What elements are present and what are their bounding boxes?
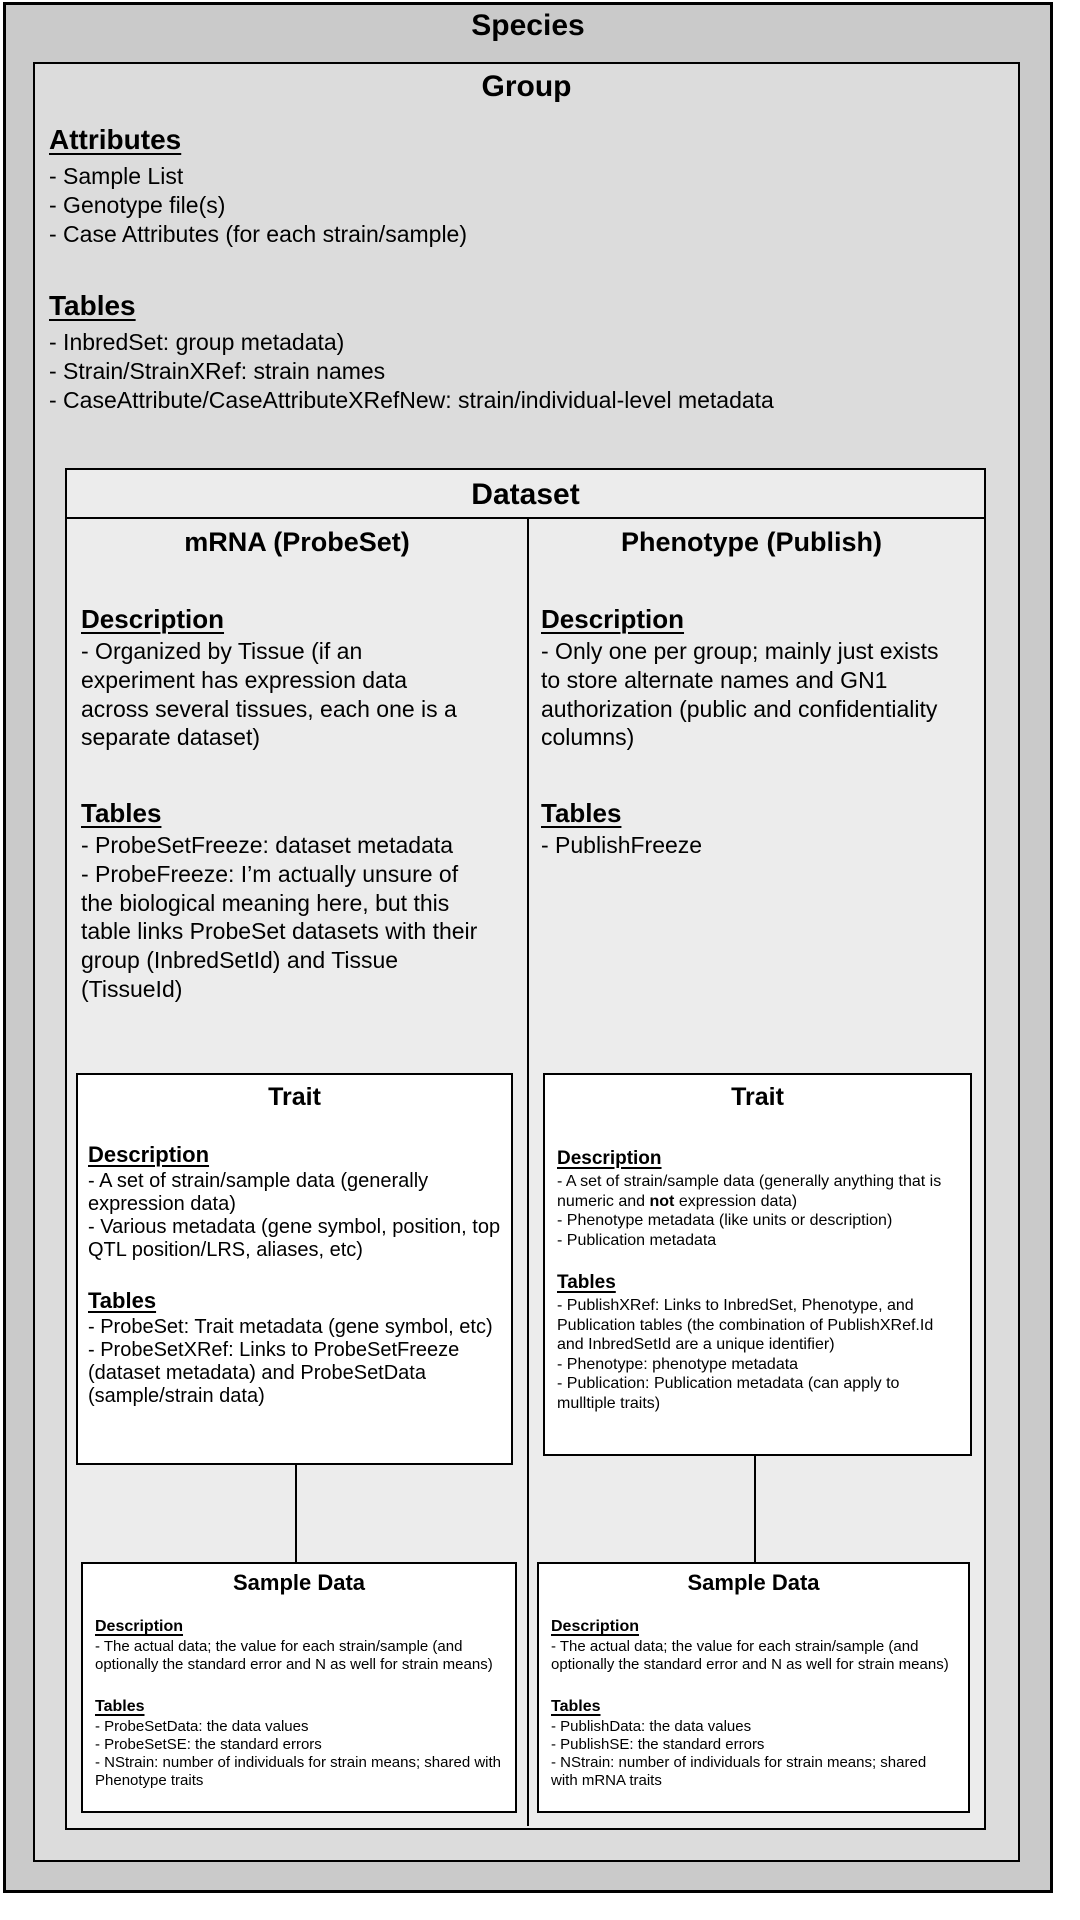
phenotype-trait-description-heading: Description (557, 1148, 662, 1169)
group-attributes-list (49, 162, 1004, 248)
group-tables-section (35, 290, 1018, 414)
text-line: - A set of strain/sample data (generally anything that is numeric and not expression data) (557, 1173, 942, 1210)
text-line: - ProbeSetFreeze: dataset metadata (81, 832, 454, 858)
text-line: - InbredSet: group metadata) (49, 329, 345, 356)
text-line: - Only one per group; mainly just exists to store alternate names and GN1 authorization (public and confidentiality columns) (541, 638, 939, 751)
phenotype-trait-tables-heading: Tables (557, 1272, 616, 1293)
text-line: - PublishData: the data values (551, 1718, 752, 1735)
mrna-tables-list (81, 831, 481, 1004)
group-tables-list (49, 328, 1004, 414)
text-line: - Publication: Publication metadata (can apply to mulltiple traits) (557, 1375, 900, 1412)
mrna-sample-data-title: Sample Data (232, 1570, 366, 1595)
text-line: - Sample List (49, 163, 184, 189)
text-line: - CaseAttribute/CaseAttributeXRefNew: strain/individual-level metadata (49, 386, 774, 413)
phenotype-trait-title: Trait (731, 1083, 784, 1111)
text-line: - ProbeSet: Trait metadata (gene symbol, etc) (88, 1316, 493, 1338)
text-line: - ProbeSetXRef: Links to ProbeSetFreeze (dataset metadata) and ProbeSetData (sample/strain data) (88, 1339, 460, 1407)
text-line: - The actual data; the value for each strain/sample (and optionally the standard error and N as well for strain means) (551, 1638, 949, 1673)
trait-box-phenotype (543, 1073, 972, 1456)
mrna-sample-tables-heading: Tables (95, 1698, 145, 1715)
phenotype-sample-description-list (539, 1638, 968, 1674)
sample-data-box-mrna (81, 1562, 517, 1813)
text-line: - Publication metadata (557, 1231, 717, 1249)
group-attributes-section (35, 124, 1018, 248)
dataset-box (65, 468, 986, 1830)
phenotype-column-header: Phenotype (Publish) (620, 527, 882, 557)
mrna-description-heading: Description (81, 604, 225, 634)
phenotype-sample-description-heading: Description (551, 1618, 640, 1635)
phenotype-description-heading: Description (541, 604, 685, 634)
text-line: - The actual data; the value for each strain/sample (and optionally the standard error and N as well for strain means) (95, 1638, 493, 1673)
mrna-tables-heading: Tables (81, 798, 162, 828)
mrna-sample-description-heading: Description (95, 1618, 184, 1635)
dataset-title: Dataset (67, 470, 984, 519)
text-line: - Phenotype metadata (like units or description) (557, 1212, 893, 1229)
text-line: - Genotype file(s) (49, 191, 226, 218)
group-tables-heading: Tables (49, 290, 136, 322)
phenotype-trait-sample-connector-line (754, 1456, 756, 1562)
mrna-trait-title: Trait (268, 1083, 321, 1111)
group-box (33, 62, 1020, 1862)
text-line: - Organized by Tissue (if an experiment has expression data across several tissues, each one is a separate dataset) (81, 638, 457, 751)
mrna-column-header: mRNA (ProbeSet) (184, 527, 410, 557)
phenotype-trait-tables-list (545, 1296, 970, 1413)
mrna-trait-tables-heading: Tables (88, 1288, 157, 1313)
sample-data-box-phenotype (537, 1562, 970, 1813)
group-title: Group (481, 70, 572, 103)
phenotype-trait-description-list (545, 1172, 970, 1250)
mrna-sample-description-list (83, 1638, 515, 1674)
mrna-trait-sample-connector-line (295, 1465, 297, 1562)
trait-box-mrna (76, 1073, 513, 1465)
phenotype-tables-heading: Tables (541, 798, 622, 828)
text-line: - Case Attributes (for each strain/sample) (49, 220, 467, 247)
text-line: - PublishSE: the standard errors (551, 1736, 765, 1753)
mrna-trait-description-heading: Description (88, 1142, 210, 1167)
text-line: - PublishFreeze (541, 832, 703, 858)
mrna-trait-tables-list (78, 1316, 511, 1408)
mrna-trait-description-list (78, 1170, 511, 1262)
phenotype-tables-list (541, 831, 962, 860)
text-line: - Various metadata (gene symbol, position, top QTL position/LRS, aliases, etc) (88, 1216, 501, 1261)
group-attributes-heading: Attributes (49, 124, 182, 155)
phenotype-description-list (541, 637, 962, 752)
text-line: - Phenotype: phenotype metadata (557, 1355, 799, 1373)
phenotype-sample-tables-list (539, 1718, 968, 1790)
text-line: - Strain/StrainXRef: strain names (49, 358, 386, 384)
text-line: - PublishXRef: Links to InbredSet, Phenotype, and Publication tables (the combination of PublishXRef.Id and InbredSetId are a unique identifier) (557, 1297, 934, 1353)
text-line: - ProbeFreeze: I’m actually unsure of the biological meaning here, but this table links ProbeSet datasets with their group (InbredSetId) and Tissue (TissueId) (81, 860, 478, 1002)
phenotype-sample-tables-heading: Tables (551, 1698, 601, 1715)
text-line: - A set of strain/sample data (generally expression data) (88, 1170, 429, 1215)
mrna-description-list (81, 637, 481, 752)
text-line: - ProbeSetSE: the standard errors (95, 1736, 322, 1753)
phenotype-sample-data-title: Sample Data (687, 1570, 820, 1595)
text-line: - NStrain: number of individuals for strain means; shared with Phenotype traits (95, 1754, 502, 1789)
text-line: - NStrain: number of individuals for strain means; shared with mRNA traits (551, 1754, 927, 1789)
mrna-sample-tables-list (83, 1718, 515, 1790)
species-title: Species (471, 9, 585, 42)
species-box (3, 2, 1053, 1893)
text-line: - ProbeSetData: the data values (95, 1718, 309, 1735)
